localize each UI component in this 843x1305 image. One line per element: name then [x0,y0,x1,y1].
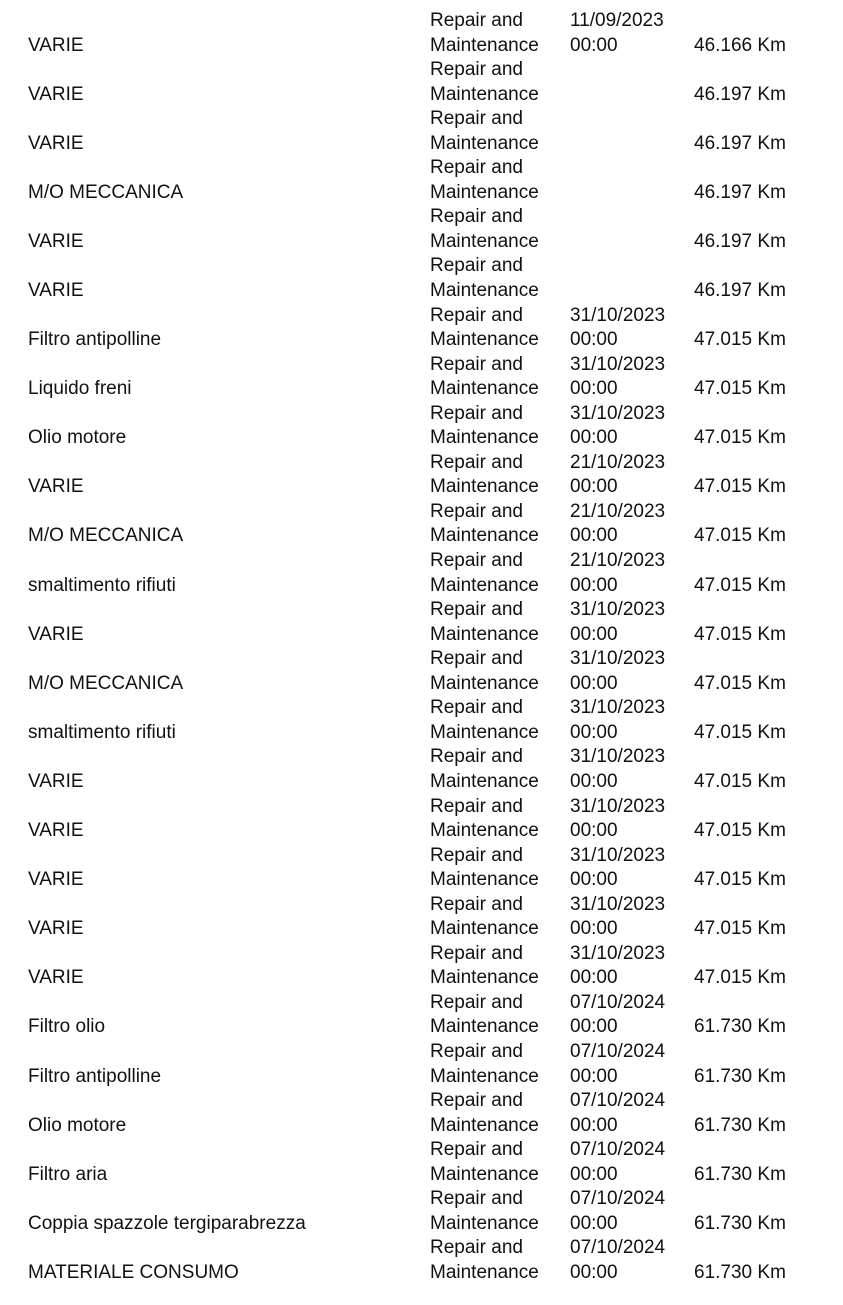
record-odometer: 47.015 Km [694,820,786,842]
record-time: 00:00 [570,378,618,400]
record-type [430,500,539,549]
record-type-line2: Maintenance [430,280,539,302]
record-description: Filtro aria [28,1163,108,1185]
record-time: 00:00 [570,1212,618,1234]
record-date: 07/10/2024 [570,991,666,1013]
record-odometer: 61.730 Km [694,1212,786,1234]
record-date: 31/10/2023 [570,844,666,866]
record-type-line2: Maintenance [430,329,539,351]
maintenance-record-row [0,1236,843,1285]
record-type [430,107,539,156]
record-type [430,549,539,598]
record-description: Coppia spazzole tergiparabrezza [28,1212,306,1234]
record-type-line2: Maintenance [430,34,539,56]
record-date: 07/10/2024 [570,1237,666,1259]
record-type-line2: Maintenance [430,132,539,154]
record-odometer: 46.166 Km [694,34,786,56]
record-type-line1: Repair and [430,697,523,719]
record-description: M/O MECCANICA [28,672,184,694]
record-type-line1: Repair and [430,451,523,473]
record-description: VARIE [28,230,84,252]
maintenance-record-row [0,893,843,942]
record-odometer: 46.197 Km [694,280,786,302]
record-datetime [570,1187,665,1236]
maintenance-record-row [0,402,843,451]
record-type [430,844,539,893]
record-odometer: 47.015 Km [694,869,786,891]
record-datetime [570,647,665,696]
record-type [430,9,539,58]
maintenance-record-row [0,304,843,353]
record-datetime [570,696,665,745]
record-type-line2: Maintenance [430,181,539,203]
record-type [430,353,539,402]
record-time: 00:00 [570,672,618,694]
record-datetime [570,9,664,58]
record-type-line1: Repair and [430,304,523,326]
record-date: 31/10/2023 [570,697,666,719]
record-type-line1: Repair and [430,157,523,179]
record-description: Liquido freni [28,378,132,400]
record-type-line2: Maintenance [430,1065,539,1087]
record-odometer: 61.730 Km [694,1163,786,1185]
record-description: Olio motore [28,1114,127,1136]
record-time: 00:00 [570,476,618,498]
record-datetime [570,549,665,598]
record-odometer: 46.197 Km [694,230,786,252]
record-type-line1: Repair and [430,1090,523,1112]
record-description: VARIE [28,770,84,792]
record-datetime [570,1089,665,1138]
record-type [430,1138,539,1187]
record-description: VARIE [28,918,84,940]
record-date: 31/10/2023 [570,893,666,915]
maintenance-record-row [0,795,843,844]
maintenance-record-row [0,942,843,991]
record-date: 31/10/2023 [570,746,666,768]
record-date: 07/10/2024 [570,1188,666,1210]
record-type-line1: Repair and [430,1040,523,1062]
record-odometer: 47.015 Km [694,918,786,940]
record-type-line1: Repair and [430,353,523,375]
record-odometer: 61.730 Km [694,1065,786,1087]
record-type-line2: Maintenance [430,918,539,940]
record-time: 00:00 [570,329,618,351]
record-odometer: 61.730 Km [694,1261,786,1283]
record-datetime [570,893,665,942]
maintenance-record-row [0,353,843,402]
record-type-line1: Repair and [430,255,523,277]
record-datetime [570,942,665,991]
record-type-line2: Maintenance [430,770,539,792]
record-type-line2: Maintenance [430,820,539,842]
maintenance-record-row [0,451,843,500]
record-description: smaltimento rifiuti [28,721,176,743]
record-time: 00:00 [570,820,618,842]
record-type-line1: Repair and [430,599,523,621]
record-type-line1: Repair and [430,844,523,866]
record-time: 00:00 [570,770,618,792]
record-time: 00:00 [570,918,618,940]
record-type-line2: Maintenance [430,378,539,400]
record-type-line1: Repair and [430,1237,523,1259]
maintenance-record-row [0,991,843,1040]
record-date: 31/10/2023 [570,353,666,375]
record-time: 00:00 [570,967,618,989]
record-datetime [570,745,665,794]
maintenance-record-row [0,205,843,254]
record-type-line1: Repair and [430,402,523,424]
record-date: 11/09/2023 [570,10,664,31]
record-time: 00:00 [570,1163,618,1185]
record-type-line1: Repair and [430,1188,523,1210]
record-date: 31/10/2023 [570,304,666,326]
record-odometer: 47.015 Km [694,770,786,792]
record-description: VARIE [28,623,84,645]
record-type [430,304,539,353]
record-odometer: 47.015 Km [694,721,786,743]
record-description: VARIE [28,132,84,154]
record-datetime [570,1138,665,1187]
record-type [430,402,539,451]
record-type [430,254,539,303]
record-time: 00:00 [570,623,618,645]
record-odometer: 47.015 Km [694,967,786,989]
record-time: 00:00 [570,525,618,547]
record-date: 07/10/2024 [570,1040,666,1062]
record-type-line2: Maintenance [430,1212,539,1234]
record-date: 07/10/2024 [570,1139,666,1161]
record-type-line2: Maintenance [430,574,539,596]
record-datetime [570,451,665,500]
record-odometer: 61.730 Km [694,1016,786,1038]
record-date: 07/10/2024 [570,1090,666,1112]
record-type-line2: Maintenance [430,427,539,449]
record-odometer: 47.015 Km [694,378,786,400]
record-odometer: 47.015 Km [694,623,786,645]
maintenance-record-row [0,1089,843,1138]
record-odometer: 46.197 Km [694,83,786,105]
record-odometer: 47.015 Km [694,672,786,694]
record-date: 31/10/2023 [570,795,666,817]
record-type [430,451,539,500]
record-datetime [570,353,665,402]
record-odometer: 61.730 Km [694,1114,786,1136]
maintenance-record-row [0,9,843,58]
record-odometer: 46.197 Km [694,132,786,154]
record-time: 00:00 [570,34,618,56]
record-date: 21/10/2023 [570,500,666,522]
record-time: 00:00 [570,1065,618,1087]
record-odometer: 46.197 Km [694,181,786,203]
record-type [430,1040,539,1089]
maintenance-record-row [0,58,843,107]
record-time: 00:00 [570,721,618,743]
record-description: VARIE [28,476,84,498]
record-type [430,795,539,844]
record-type-line2: Maintenance [430,525,539,547]
record-description: Olio motore [28,427,127,449]
record-description: M/O MECCANICA [28,181,184,203]
record-type-line2: Maintenance [430,1114,539,1136]
record-type-line1: Repair and [430,206,523,228]
record-type-line1: Repair and [430,108,523,130]
record-description: VARIE [28,34,84,56]
record-odometer: 47.015 Km [694,525,786,547]
maintenance-records-list [0,9,843,1285]
record-description: VARIE [28,280,84,302]
record-type [430,1187,539,1236]
record-type-line2: Maintenance [430,1016,539,1038]
record-datetime [570,795,665,844]
record-datetime [570,1236,665,1285]
record-type [430,991,539,1040]
record-time: 00:00 [570,1114,618,1136]
record-description: Filtro olio [28,1016,106,1038]
record-type [430,58,539,107]
record-description: MATERIALE CONSUMO [28,1261,239,1283]
record-date: 21/10/2023 [570,451,666,473]
record-date: 31/10/2023 [570,942,666,964]
maintenance-record-row [0,107,843,156]
maintenance-record-row [0,549,843,598]
maintenance-record-row [0,500,843,549]
maintenance-record-row [0,647,843,696]
record-date: 31/10/2023 [570,402,666,424]
record-type [430,598,539,647]
maintenance-record-row [0,598,843,647]
record-description: VARIE [28,869,84,891]
record-type-line1: Repair and [430,1139,523,1161]
record-type-line1: Repair and [430,991,523,1013]
record-type-line2: Maintenance [430,476,539,498]
record-type-line2: Maintenance [430,1261,539,1283]
maintenance-record-row [0,156,843,205]
record-date: 31/10/2023 [570,648,666,670]
record-type-line2: Maintenance [430,721,539,743]
record-odometer: 47.015 Km [694,574,786,596]
record-time: 00:00 [570,574,618,596]
record-type [430,745,539,794]
record-type-line1: Repair and [430,942,523,964]
record-description: VARIE [28,967,84,989]
record-type-line1: Repair and [430,648,523,670]
record-type-line1: Repair and [430,500,523,522]
record-datetime [570,598,665,647]
record-time: 00:00 [570,427,618,449]
record-description: Filtro antipolline [28,329,162,351]
record-type-line1: Repair and [430,795,523,817]
record-type-line1: Repair and [430,550,523,572]
record-description: VARIE [28,83,84,105]
record-description: VARIE [28,820,84,842]
record-type-line2: Maintenance [430,672,539,694]
record-type [430,205,539,254]
record-odometer: 47.015 Km [694,427,786,449]
record-type [430,696,539,745]
record-date: 21/10/2023 [570,550,666,572]
record-type [430,1089,539,1138]
record-type [430,1236,539,1285]
maintenance-record-row [0,745,843,794]
record-type-line2: Maintenance [430,83,539,105]
record-type-line1: Repair and [430,10,523,31]
record-odometer: 47.015 Km [694,476,786,498]
record-datetime [570,844,665,893]
record-type-line2: Maintenance [430,230,539,252]
record-type-line2: Maintenance [430,967,539,989]
record-type-line2: Maintenance [430,869,539,891]
record-type-line1: Repair and [430,59,523,81]
record-date: 31/10/2023 [570,599,666,621]
record-datetime [570,1040,665,1089]
maintenance-record-row [0,254,843,303]
record-time: 00:00 [570,1261,618,1283]
record-description: smaltimento rifiuti [28,574,176,596]
maintenance-record-row [0,696,843,745]
record-type-line1: Repair and [430,746,523,768]
record-datetime [570,402,665,451]
record-type [430,893,539,942]
maintenance-record-row [0,1040,843,1089]
record-description: M/O MECCANICA [28,525,184,547]
maintenance-record-row [0,1187,843,1236]
record-type [430,942,539,991]
record-datetime [570,500,665,549]
record-datetime [570,304,665,353]
record-type [430,647,539,696]
record-type-line1: Repair and [430,893,523,915]
record-type-line2: Maintenance [430,623,539,645]
maintenance-record-row [0,844,843,893]
record-time: 00:00 [570,869,618,891]
record-time: 00:00 [570,1016,618,1038]
record-type-line2: Maintenance [430,1163,539,1185]
record-description: Filtro antipolline [28,1065,162,1087]
record-datetime [570,991,665,1040]
maintenance-record-row [0,1138,843,1187]
record-type [430,156,539,205]
record-odometer: 47.015 Km [694,329,786,351]
